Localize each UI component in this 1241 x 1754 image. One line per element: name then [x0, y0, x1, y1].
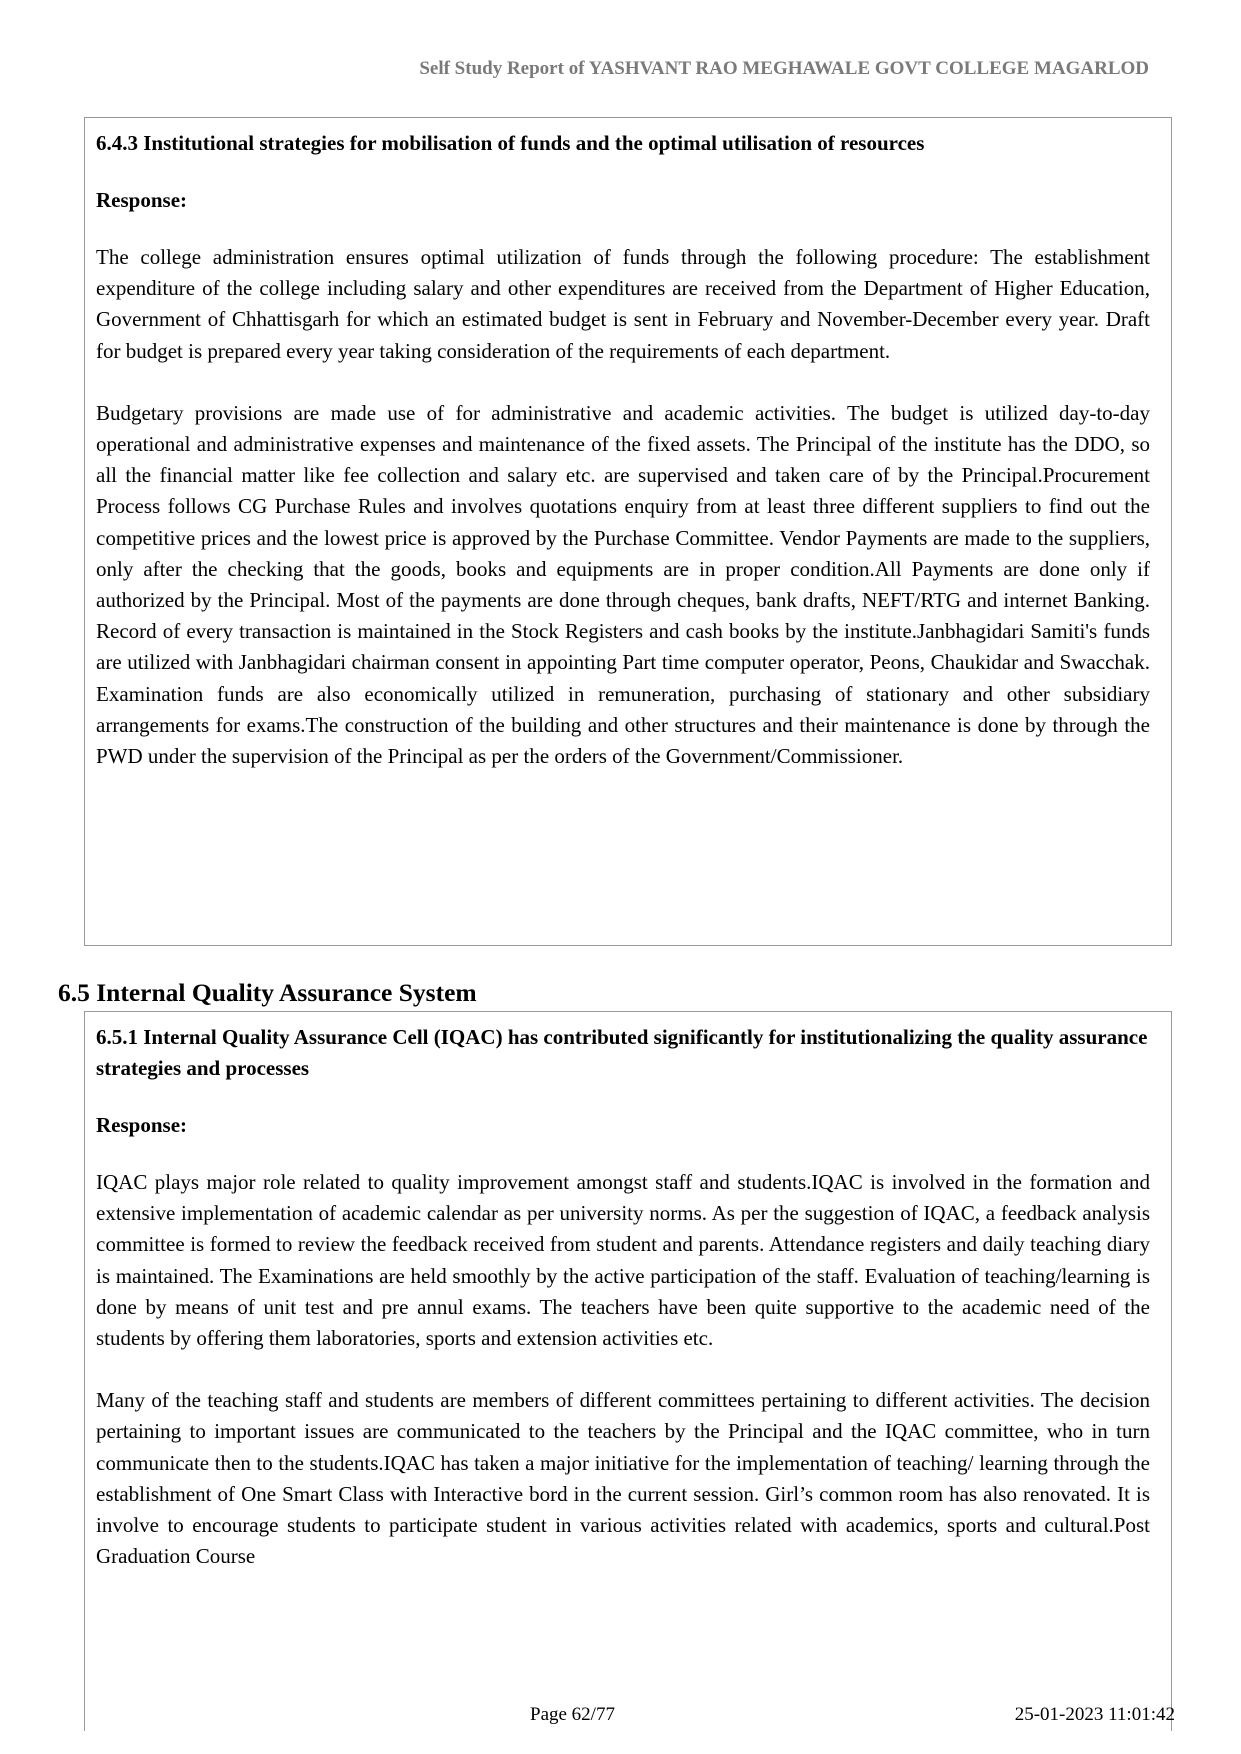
generated-timestamp: 25-01-2023 11:01:42: [1014, 1704, 1175, 1725]
section-heading: 6.5 Internal Quality Assurance System: [58, 978, 477, 1007]
response-paragraph: IQAC plays major role related to quality improvement amongst staff and students.IQAC is involved in the formation and extensive implementation of academic calendar as per university norms. As per the suggestion of IQAC, a feedback analysis committee is formed to review the feedback received from student and parents. Attendance registers and daily teaching diary is maintained. The Examinations are held smoothly by the active participation of the staff. Evaluation of teaching/learning is done by means of unit test and pre annul exams. The teachers have been quite supportive to the academic need of the students by offering them laboratories, sports and extension activities etc.: [96, 1170, 1150, 1351]
response-label: Response:: [96, 188, 188, 212]
criterion-651-box: [84, 1011, 1172, 1731]
criterion-643-title: 6.4.3 Institutional strategies for mobilisation of funds and the optimal utilisation of resources: [96, 131, 925, 155]
criterion-643-box: [84, 117, 1172, 946]
criterion-651-title: 6.5.1 Internal Quality Assurance Cell (IQAC) has contributed significantly for institutionalizing the quality assurance strategies and processes: [96, 1025, 1148, 1080]
response-paragraph: Budgetary provisions are made use of for administrative and academic activities. The budget is utilized day-to-day operational and administrative expenses and maintenance of the fixed assets. The Principal of the institute has the DDO, so all the financial matter like fee collection and salary etc. are supervised and taken care of by the Principal.Procurement Process follows CG Purchase Rules and involves quotations enquiry from at least three different suppliers to find out the competitive prices and the lowest price is approved by the Purchase Committee. Vendor Payments are made to the suppliers, only after the checking that the goods, books and equipments are in proper condition.All Payments are done only if authorized by the Principal. Most of the payments are done through cheques, bank drafts, NEFT/RTG and internet Banking. Record of every transaction is maintained in the Stock Registers and cash books by the institute.Janbhagidari Samiti's funds are utilized with Janbhagidari chairman consent in appointing Part time computer operator, Peons, Chaukidar and Swacchak. Examination funds are also economically utilized in remuneration, purchasing of stationary and other subsidiary arrangements for exams.The construction of the building and other structures and their maintenance is done by through the PWD under the supervision of the Principal as per the orders of the Government/Commissioner.: [96, 400, 1150, 769]
response-paragraph: The college administration ensures optimal utilization of funds through the following procedure: The establishment expenditure of the college including salary and other expenditures are received from the Department of Higher Education, Government of Chhattisgarh for which an estimated budget is sent in February and November-December every year. Draft for budget is prepared every year taking consideration of the requirements of each department.: [96, 245, 1150, 363]
response-label: Response:: [96, 1113, 188, 1137]
running-header: Self Study Report of YASHVANT RAO MEGHAWALE GOVT COLLEGE MAGARLOD: [419, 58, 1149, 79]
page-number: Page 62/77: [530, 1704, 615, 1725]
response-paragraph: Many of the teaching staff and students are members of different committees pertaining to different activities. The decision pertaining to important issues are communicated to the teachers by the Principal and the IQAC committee, who in turn communicate then to the students.IQAC has taken a major initiative for the implementation of teaching/ learning through the establishment of One Smart Class with Interactive bord in the current session. Girl’s common room has also renovated. It is involve to encourage students to participate student in various activities related with academics, sports and cultural.Post Graduation Course: [96, 1388, 1150, 1569]
